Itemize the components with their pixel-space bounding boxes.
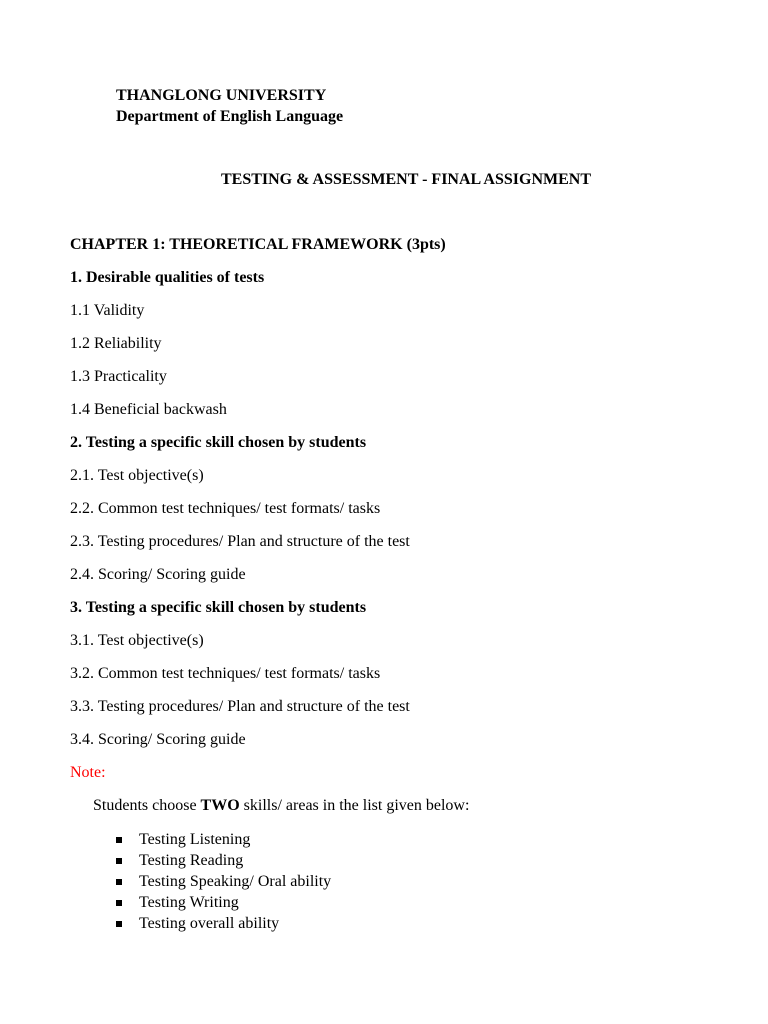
note-label: Note: [70,764,106,781]
section-item: 3.4. Scoring/ Scoring guide [70,731,246,748]
list-item-label: Testing Speaking/ Oral ability [139,873,332,890]
section-item: 3.2. Common test techniques/ test formats/ tasks [70,665,381,682]
section-item: 3.3. Testing procedures/ Plan and structure of the test [70,698,410,715]
skill-options-list [116,830,331,935]
note-instruction-emphasis: TWO [200,797,240,814]
square-bullet-icon [116,879,122,885]
list-item [116,914,331,935]
square-bullet-icon [116,837,122,843]
section-item: 3.1. Test objective(s) [70,632,204,649]
section-item: 1.2 Reliability [70,335,162,352]
section-item: 2.2. Common test techniques/ test formats/ tasks [70,500,381,517]
note-instruction-end: skills/ areas in the list given below: [239,797,470,814]
list-item-label: Testing Writing [139,894,239,911]
chapter-heading: CHAPTER 1: THEORETICAL FRAMEWORK (3pts) [70,236,446,253]
note-instruction [93,796,469,816]
section-heading: 2. Testing a specific skill chosen by students [70,434,367,451]
section-heading: 3. Testing a specific skill chosen by students [70,599,367,616]
section-item: 2.1. Test objective(s) [70,467,204,484]
section-item: 2.4. Scoring/ Scoring guide [70,566,246,583]
square-bullet-icon [116,921,122,927]
square-bullet-icon [116,858,122,864]
section-item: 1.3 Practicality [70,368,167,385]
list-item-label: Testing Listening [139,831,251,848]
square-bullet-icon [116,900,122,906]
list-item [116,893,331,914]
list-item [116,872,331,893]
section-item: 1.1 Validity [70,302,145,319]
section-item: 1.4 Beneficial backwash [70,401,227,418]
note-instruction-start: Students choose [93,797,201,814]
university-name: THANGLONG UNIVERSITY [116,87,327,104]
list-item-label: Testing overall ability [139,915,280,932]
section-item: 2.3. Testing procedures/ Plan and structure of the test [70,533,410,550]
section-heading: 1. Desirable qualities of tests [70,269,265,286]
list-item [116,830,331,851]
document-title: TESTING & ASSESSMENT - FINAL ASSIGNMENT [220,171,592,188]
department-name: Department of English Language [116,108,344,125]
list-item [116,851,331,872]
list-item-label: Testing Reading [139,852,244,869]
